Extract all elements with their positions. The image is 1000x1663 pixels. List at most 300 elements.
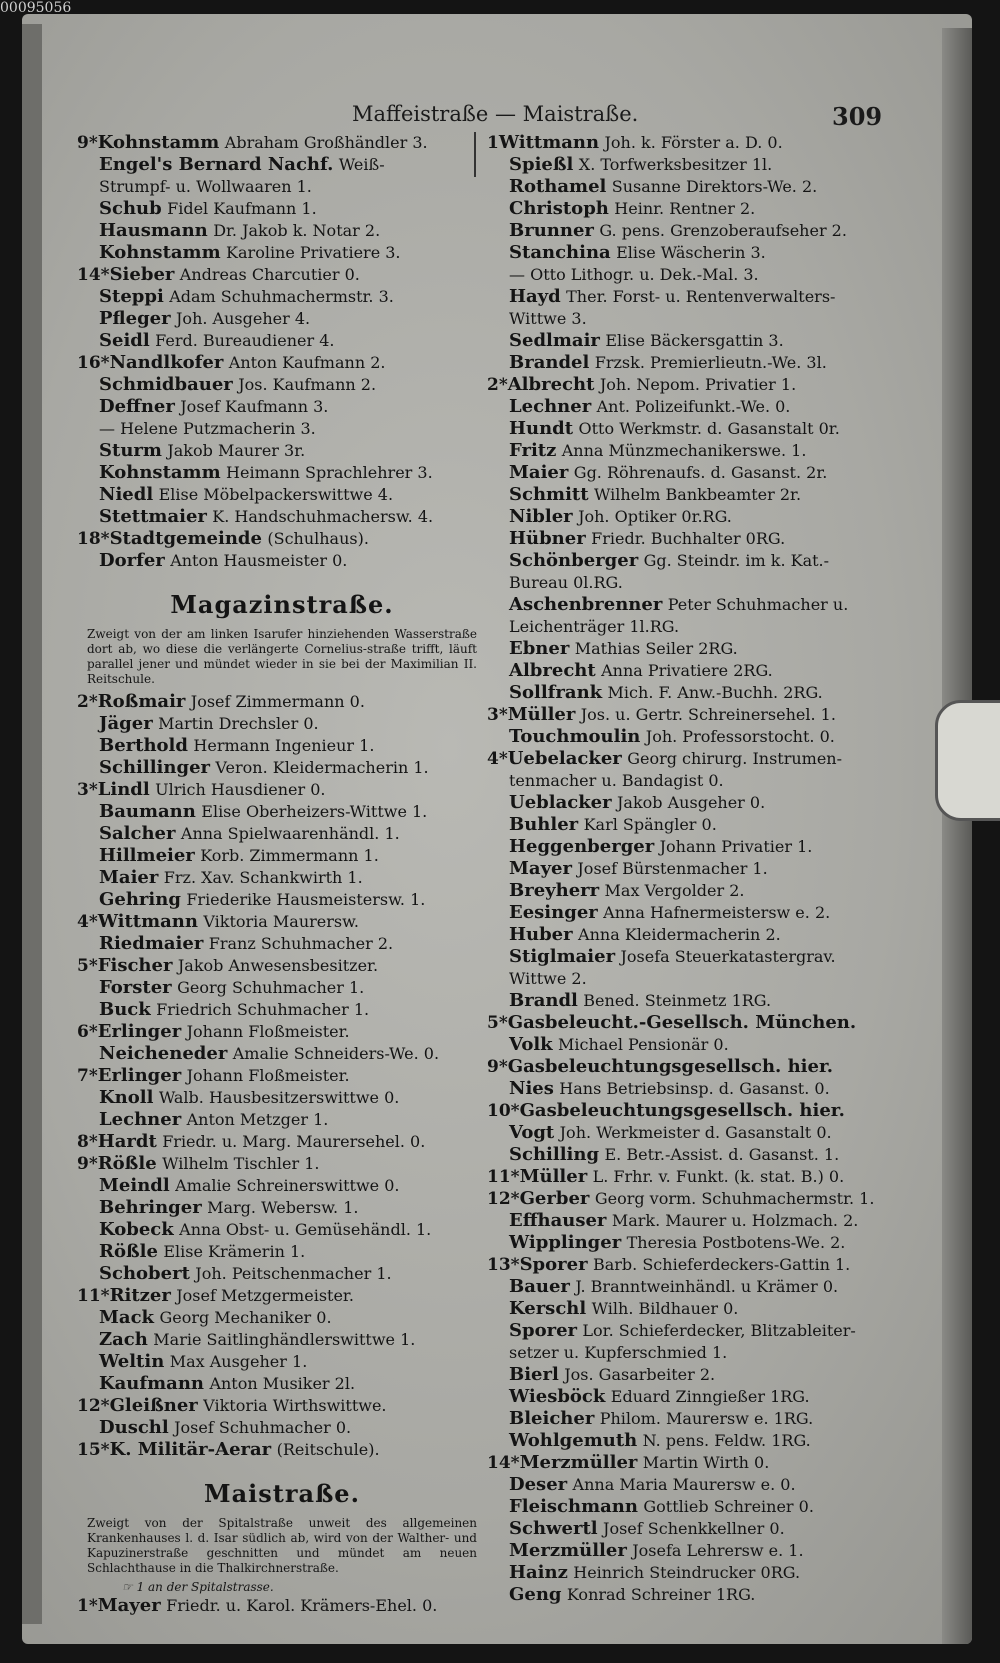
resident-surname: Buck <box>99 999 151 1020</box>
directory-entry <box>77 352 487 374</box>
directory-entry <box>487 1430 882 1452</box>
page-number: 309 <box>832 102 883 131</box>
directory-entry <box>77 154 487 176</box>
directory-entry <box>487 330 882 352</box>
resident-details: Lor. Schieferdecker, Blitzableiter- <box>582 1321 856 1340</box>
resident-surname: Mayer <box>97 1595 161 1616</box>
resident-details: Anton Hausmeister 0. <box>170 551 348 570</box>
directory-entry <box>487 1188 882 1210</box>
directory-entry <box>77 779 487 801</box>
resident-surname: Wohlgemuth <box>509 1430 638 1451</box>
resident-surname: Sedlmair <box>509 330 600 351</box>
resident-surname: Wiesböck <box>509 1386 606 1407</box>
resident-surname: Gasbeleuchtungsgesellsch. hier. <box>507 1056 834 1077</box>
resident-surname: Kohnstamm <box>97 132 220 153</box>
resident-details: Anna Spielwaarenhändl. 1. <box>180 824 400 843</box>
directory-entry <box>487 836 882 858</box>
directory-entry <box>487 1364 882 1386</box>
resident-surname: Weltin <box>99 1351 165 1372</box>
resident-details: Friedrich Schuhmacher 1. <box>156 1000 370 1019</box>
resident-surname: Volk <box>509 1034 553 1055</box>
house-number: 11* <box>487 1167 520 1187</box>
resident-surname: Salcher <box>99 823 176 844</box>
resident-surname: Hainz <box>509 1562 568 1583</box>
directory-entry <box>487 968 882 990</box>
street-description: Zweigt von der Spitalstraße unweit des allgemeinen Krankenhauses l. d. Isar südlich ab, wird von der Walther- und Kapuzinerstraße geschnitten und mündet am neuen Schlachthause in die Thalkirchnerstraße. <box>87 1516 477 1575</box>
directory-entry <box>77 889 487 911</box>
directory-entry <box>487 792 882 814</box>
directory-entry <box>487 1496 882 1518</box>
resident-details: K. Handschuhmachersw. 4. <box>212 507 434 526</box>
resident-details: Josefa Steuerkatastergrav. <box>620 947 836 966</box>
directory-entry <box>77 1109 487 1131</box>
directory-entry <box>77 330 487 352</box>
directory-entry <box>487 198 882 220</box>
resident-details: Wittwe 2. <box>509 969 587 988</box>
directory-entry <box>487 1320 882 1342</box>
directory-entry <box>487 1166 882 1188</box>
resident-details: X. Torfwerksbesitzer 1l. <box>578 155 773 174</box>
resident-details: Max Vergolder 2. <box>604 881 745 900</box>
directory-entry <box>77 1595 487 1617</box>
resident-details: Anton Metzger 1. <box>186 1110 329 1129</box>
street-note: ☞ 1 an der Spitalstrasse. <box>122 1580 274 1594</box>
resident-details: Bureau 0l.RG. <box>509 573 623 592</box>
resident-details: Gg. Steindr. im k. Kat.- <box>643 551 830 570</box>
resident-details: Georg Mechaniker 0. <box>159 1308 332 1327</box>
resident-surname: Wipplinger <box>509 1232 622 1253</box>
directory-entry <box>77 1395 487 1417</box>
house-number: 3* <box>77 780 98 800</box>
resident-details: Elise Wäscherin 3. <box>616 243 766 262</box>
resident-surname: Müller <box>519 1166 588 1187</box>
directory-entry <box>487 1100 882 1122</box>
resident-details: Josef Schuhmacher 0. <box>174 1418 352 1437</box>
resident-surname: Fleischmann <box>509 1496 638 1517</box>
resident-surname: Deser <box>509 1474 568 1495</box>
house-number: 13* <box>487 1255 520 1275</box>
resident-details: Mich. F. Anw.-Buchh. 2RG. <box>607 683 823 702</box>
page-tab-marker <box>935 700 1000 821</box>
directory-entry <box>77 242 487 264</box>
resident-details: Konrad Schreiner 1RG. <box>566 1585 756 1604</box>
resident-surname: Spießl <box>509 154 574 175</box>
resident-surname: Fritz <box>509 440 557 461</box>
directory-entry <box>487 242 882 264</box>
resident-surname: Stadtgemeinde <box>109 528 262 549</box>
directory-entry <box>77 176 487 198</box>
directory-entry <box>77 198 487 220</box>
resident-surname: Schilling <box>509 1144 600 1165</box>
directory-entry <box>77 506 487 528</box>
resident-details: Fidel Kaufmann 1. <box>167 199 317 218</box>
directory-entry <box>487 616 882 638</box>
resident-surname: Gleißner <box>109 1395 198 1416</box>
directory-entry <box>487 1540 882 1562</box>
resident-details: Ther. Forst- u. Rentenverwalters- <box>566 287 836 306</box>
street-heading: Maistraße. <box>204 1479 360 1508</box>
resident-surname: Sporer <box>519 1254 588 1275</box>
directory-entry <box>487 440 882 462</box>
directory-entry <box>77 484 487 506</box>
directory-entry <box>487 132 882 154</box>
directory-entry <box>487 748 882 770</box>
house-number: 9* <box>77 133 98 153</box>
directory-entry <box>487 1254 882 1276</box>
resident-surname: Geng <box>509 1584 562 1605</box>
resident-surname: Sturm <box>99 440 162 461</box>
resident-surname: Lechner <box>99 1109 182 1130</box>
resident-surname: Ueblacker <box>509 792 612 813</box>
directory-entry <box>487 1276 882 1298</box>
directory-entry <box>487 1518 882 1540</box>
page-edge-shadow <box>942 28 972 1644</box>
resident-surname: Hundt <box>509 418 574 439</box>
resident-surname: Erlinger <box>97 1065 182 1086</box>
resident-details: Georg vorm. Schuhmachermstr. 1. <box>594 1189 875 1208</box>
resident-details: G. pens. Grenzoberaufseher 2. <box>599 221 847 240</box>
resident-details: tenmacher u. Bandagist 0. <box>509 771 724 790</box>
directory-entry <box>77 1219 487 1241</box>
directory-entry <box>77 264 487 286</box>
resident-surname: Mack <box>99 1307 155 1328</box>
house-number: 7* <box>77 1066 98 1086</box>
resident-details: Philom. Maurersw e. 1RG. <box>599 1409 814 1428</box>
resident-surname: Seidl <box>99 330 150 351</box>
directory-entry <box>77 1241 487 1263</box>
directory-entry <box>487 418 882 440</box>
directory-entry <box>77 1197 487 1219</box>
resident-details: Marie Saitlinghändlerswittwe 1. <box>153 1330 416 1349</box>
resident-surname: Müller <box>507 704 576 725</box>
resident-surname: Stettmaier <box>99 506 207 527</box>
resident-surname: Heggenberger <box>509 836 655 857</box>
resident-surname: Kohnstamm <box>99 462 221 483</box>
resident-details: Josefa Lehrersw e. 1. <box>632 1541 804 1560</box>
resident-surname: Meindl <box>99 1175 170 1196</box>
resident-details: Anna Maria Maurersw e. 0. <box>572 1475 796 1494</box>
directory-entry <box>487 990 882 1012</box>
resident-details: Jakob Maurer 3r. <box>167 441 306 460</box>
resident-details: Jakob Anwesensbesitzer. <box>177 956 379 975</box>
directory-entry <box>77 528 487 550</box>
directory-entry <box>487 902 882 924</box>
resident-details: Anna Münzmechanikerswe. 1. <box>561 441 807 460</box>
resident-surname: Gasbeleucht.-Gesellsch. München. <box>507 1012 857 1033</box>
resident-surname: Mayer <box>509 858 572 879</box>
resident-surname: Nibler <box>509 506 573 527</box>
directory-entry <box>77 550 487 572</box>
resident-details: Theresia Postbotens-We. 2. <box>626 1233 846 1252</box>
street-heading: Magazinstraße. <box>170 590 394 619</box>
resident-surname: Berthold <box>99 735 188 756</box>
resident-surname: Hillmeier <box>99 845 195 866</box>
resident-details: L. Frhr. v. Funkt. (k. stat. B.) 0. <box>592 1167 845 1186</box>
resident-surname: Hausmann <box>99 220 208 241</box>
directory-entry <box>487 1474 882 1496</box>
street-description: Zweigt von der am linken Isarufer hinziehenden Wasserstraße dort ab, wo diese die verlängerte Cornelius-straße trifft, läuft parallel jener und mündet wieder in sie bei der Maximilian II. Reitschule. <box>87 627 477 686</box>
resident-surname: Uebelacker <box>507 748 622 769</box>
house-number: 2* <box>77 692 98 712</box>
resident-details: Friedr. Buchhalter 0RG. <box>591 529 786 548</box>
resident-details: Josef Bürstenmacher 1. <box>577 859 768 878</box>
directory-entry <box>487 814 882 836</box>
house-number: 8* <box>77 1132 98 1152</box>
resident-details: J. Branntweinhändl. u Krämer 0. <box>575 1277 839 1296</box>
directory-entry <box>487 1034 882 1056</box>
house-number: 15* <box>77 1440 110 1460</box>
directory-entry <box>77 735 487 757</box>
directory-entry <box>77 374 487 396</box>
directory-entry <box>487 1562 882 1584</box>
house-number: 5* <box>77 956 98 976</box>
directory-entry <box>487 506 882 528</box>
directory-entry <box>487 1298 882 1320</box>
directory-entry <box>487 726 882 748</box>
resident-details: Elise Möbelpackerswittwe 4. <box>158 485 394 504</box>
resident-details: Mathias Seiler 2RG. <box>574 639 738 658</box>
resident-details: Walb. Hausbesitzerswittwe 0. <box>158 1088 400 1107</box>
resident-details: Joh. k. Förster a. D. 0. <box>604 133 783 152</box>
resident-surname: Schmitt <box>509 484 589 505</box>
resident-details: Anna Kleidermacherin 2. <box>578 925 781 944</box>
directory-entry <box>487 1452 882 1474</box>
resident-details: Strumpf- u. Wollwaaren 1. <box>99 177 312 196</box>
directory-entry <box>487 286 882 308</box>
house-number: 3* <box>487 705 508 725</box>
running-head: Maffeistraße — Maistraße. <box>352 102 639 126</box>
resident-details: Joh. Peitschenmacher 1. <box>195 1264 392 1283</box>
directory-entry <box>77 1153 487 1175</box>
resident-surname: Kobeck <box>99 1219 174 1240</box>
resident-details: Eduard Zinngießer 1RG. <box>610 1387 810 1406</box>
directory-entry <box>77 1131 487 1153</box>
resident-surname: K. Militär-Aerar <box>109 1439 272 1460</box>
directory-entry <box>487 308 882 330</box>
resident-details: — Helene Putzmacherin 3. <box>99 419 316 438</box>
previous-page-edge <box>22 24 42 1624</box>
resident-details: Heinr. Rentner 2. <box>614 199 756 218</box>
house-number: 5* <box>487 1013 508 1033</box>
directory-entry <box>487 924 882 946</box>
directory-entry <box>77 845 487 867</box>
resident-surname: Maier <box>509 462 569 483</box>
resident-surname: Wittmann <box>97 911 198 932</box>
resident-details: Anna Hafnermeistersw e. 2. <box>603 903 831 922</box>
directory-entry <box>77 977 487 999</box>
house-number: 6* <box>77 1022 98 1042</box>
house-number: 1 <box>487 133 499 153</box>
resident-surname: Jäger <box>99 713 153 734</box>
directory-entry <box>77 308 487 330</box>
resident-details: Jos. u. Gertr. Schreinersehel. 1. <box>580 705 836 724</box>
resident-surname: Rößle <box>99 1241 158 1262</box>
resident-details: Abraham Großhändler 3. <box>224 133 428 152</box>
directory-entry <box>487 220 882 242</box>
resident-surname: Buhler <box>509 814 579 835</box>
resident-details: Johann Privatier 1. <box>659 837 813 856</box>
resident-details: Michael Pensionär 0. <box>558 1035 729 1054</box>
resident-surname: Aschenbrenner <box>509 594 663 615</box>
directory-entry <box>487 374 882 396</box>
directory-entry <box>487 1386 882 1408</box>
directory-entry <box>487 858 882 880</box>
directory-entry <box>487 682 882 704</box>
resident-details: Franz Schuhmacher 2. <box>208 934 394 953</box>
resident-surname: Breyherr <box>509 880 600 901</box>
directory-entry <box>487 1232 882 1254</box>
resident-details: Marg. Webersw. 1. <box>207 1198 359 1217</box>
resident-surname: Nies <box>509 1078 554 1099</box>
resident-surname: Deffner <box>99 396 175 417</box>
resident-details: Leichenträger 1l.RG. <box>509 617 680 636</box>
resident-details: Josef Zimmermann 0. <box>190 692 365 711</box>
resident-surname: Zach <box>99 1329 148 1350</box>
resident-details: Elise Bäckersgattin 3. <box>605 331 784 350</box>
directory-entry <box>77 801 487 823</box>
resident-details: Karoline Privatiere 3. <box>226 243 401 262</box>
resident-details: Weiß- <box>338 155 385 174</box>
directory-entry <box>77 867 487 889</box>
resident-details: Friederike Hausmeistersw. 1. <box>186 890 426 909</box>
resident-details: Otto Werkmstr. d. Gasanstalt 0r. <box>578 419 840 438</box>
resident-surname: Albrecht <box>507 374 595 395</box>
house-number: 14* <box>77 265 110 285</box>
resident-surname: Neicheneder <box>99 1043 228 1064</box>
resident-details: Josef Schenkkellner 0. <box>603 1519 785 1538</box>
resident-details: Anton Kaufmann 2. <box>228 353 386 372</box>
directory-entry <box>487 1056 882 1078</box>
directory-entry <box>77 1065 487 1087</box>
directory-entry <box>77 955 487 977</box>
resident-details: Ulrich Hausdiener 0. <box>155 780 326 799</box>
resident-details: Frzsk. Premierlieutn.-We. 3l. <box>594 353 827 372</box>
resident-surname: Duschl <box>99 1417 169 1438</box>
resident-details: Wilhelm Tischler 1. <box>162 1154 320 1173</box>
directory-entry <box>487 704 882 726</box>
resident-surname: Baumann <box>99 801 196 822</box>
resident-surname: Schillinger <box>99 757 211 778</box>
resident-surname: Gehring <box>99 889 181 910</box>
house-number: 9* <box>77 1154 98 1174</box>
directory-entry <box>77 1417 487 1439</box>
resident-details: Dr. Jakob k. Notar 2. <box>213 221 381 240</box>
house-number: 12* <box>77 1396 110 1416</box>
resident-details: (Reitschule). <box>276 1440 380 1459</box>
resident-surname: Hübner <box>509 528 586 549</box>
directory-entry <box>487 880 882 902</box>
resident-details: Hans Betriebsinsp. d. Gasanst. 0. <box>559 1079 830 1098</box>
directory-entry <box>77 757 487 779</box>
resident-surname: Bleicher <box>509 1408 595 1429</box>
resident-details: Joh. Werkmeister d. Gasanstalt 0. <box>559 1123 832 1142</box>
resident-details: Georg chirurg. Instrumen- <box>627 749 843 768</box>
directory-entry <box>77 220 487 242</box>
resident-surname: Roßmair <box>97 691 186 712</box>
left-column <box>77 132 487 1617</box>
resident-surname: Bauer <box>509 1276 570 1297</box>
resident-details: Wilhelm Bankbeamter 2r. <box>593 485 802 504</box>
resident-surname: Erlinger <box>97 1021 182 1042</box>
resident-details: Johann Floßmeister. <box>186 1066 350 1085</box>
resident-surname: Nandlkofer <box>109 352 224 373</box>
resident-details: Gg. Röhrenaufs. d. Gasanst. 2r. <box>573 463 828 482</box>
resident-details: Martin Drechsler 0. <box>158 714 319 733</box>
resident-surname: Lechner <box>509 396 592 417</box>
resident-surname: Hardt <box>97 1131 157 1152</box>
resident-details: Ferd. Bureaudiener 4. <box>155 331 335 350</box>
resident-surname: Rothamel <box>509 176 607 197</box>
resident-surname: Eesinger <box>509 902 598 923</box>
resident-details: Viktoria Wirthswittwe. <box>203 1396 387 1415</box>
resident-details: Adam Schuhmachermstr. 3. <box>169 287 394 306</box>
resident-surname: Behringer <box>99 1197 202 1218</box>
resident-surname: Engel's Bernard Nachf. <box>99 154 334 175</box>
resident-details: Amalie Schreinerswittwe 0. <box>175 1176 400 1195</box>
resident-surname: Brandel <box>509 352 590 373</box>
directory-entry <box>77 1087 487 1109</box>
house-number: 4* <box>77 912 98 932</box>
directory-entry <box>77 1263 487 1285</box>
resident-details: Joh. Nepom. Privatier 1. <box>599 375 797 394</box>
directory-entry <box>487 1210 882 1232</box>
resident-details: Jos. Kaufmann 2. <box>238 375 377 394</box>
resident-surname: Ritzer <box>109 1285 171 1306</box>
directory-entry <box>77 691 487 713</box>
directory-entry <box>77 1043 487 1065</box>
resident-surname: Maier <box>99 867 159 888</box>
house-number: 12* <box>487 1189 520 1209</box>
directory-entry <box>487 1144 882 1166</box>
directory-entry <box>77 911 487 933</box>
resident-details: Josef Kaufmann 3. <box>180 397 329 416</box>
resident-surname: Schub <box>99 198 162 219</box>
resident-details: Peter Schuhmacher u. <box>667 595 849 614</box>
resident-details: Joh. Ausgeher 4. <box>176 309 311 328</box>
resident-surname: Kerschl <box>509 1298 587 1319</box>
directory-entry <box>487 352 882 374</box>
directory-entry <box>77 1021 487 1043</box>
directory-entry <box>487 638 882 660</box>
house-number: 14* <box>487 1453 520 1473</box>
resident-details: Korb. Zimmermann 1. <box>200 846 379 865</box>
resident-details: Martin Wirth 0. <box>642 1453 770 1472</box>
resident-surname: Christoph <box>509 198 609 219</box>
resident-surname: Sporer <box>509 1320 578 1341</box>
resident-details: Jos. Gasarbeiter 2. <box>564 1365 716 1384</box>
resident-surname: Gerber <box>519 1188 590 1209</box>
directory-entry <box>77 132 487 154</box>
resident-surname: Steppi <box>99 286 164 307</box>
directory-entry <box>77 1307 487 1329</box>
resident-details: Johann Floßmeister. <box>186 1022 350 1041</box>
resident-details: Frz. Xav. Schankwirth 1. <box>163 868 363 887</box>
resident-details: Hermann Ingenieur 1. <box>193 736 375 755</box>
directory-entry <box>487 528 882 550</box>
directory-entry <box>487 396 882 418</box>
directory-entry <box>487 462 882 484</box>
resident-surname: Touchmoulin <box>509 726 641 747</box>
resident-surname: Riedmaier <box>99 933 204 954</box>
resident-details: Joh. Optiker 0r.RG. <box>578 507 732 526</box>
directory-entry <box>487 660 882 682</box>
resident-details: Susanne Direktors-We. 2. <box>611 177 818 196</box>
resident-surname: Fischer <box>97 955 173 976</box>
directory-entry <box>487 550 882 572</box>
directory-entry <box>487 154 882 176</box>
resident-surname: Sollfrank <box>509 682 603 703</box>
resident-surname: Lindl <box>97 779 150 800</box>
